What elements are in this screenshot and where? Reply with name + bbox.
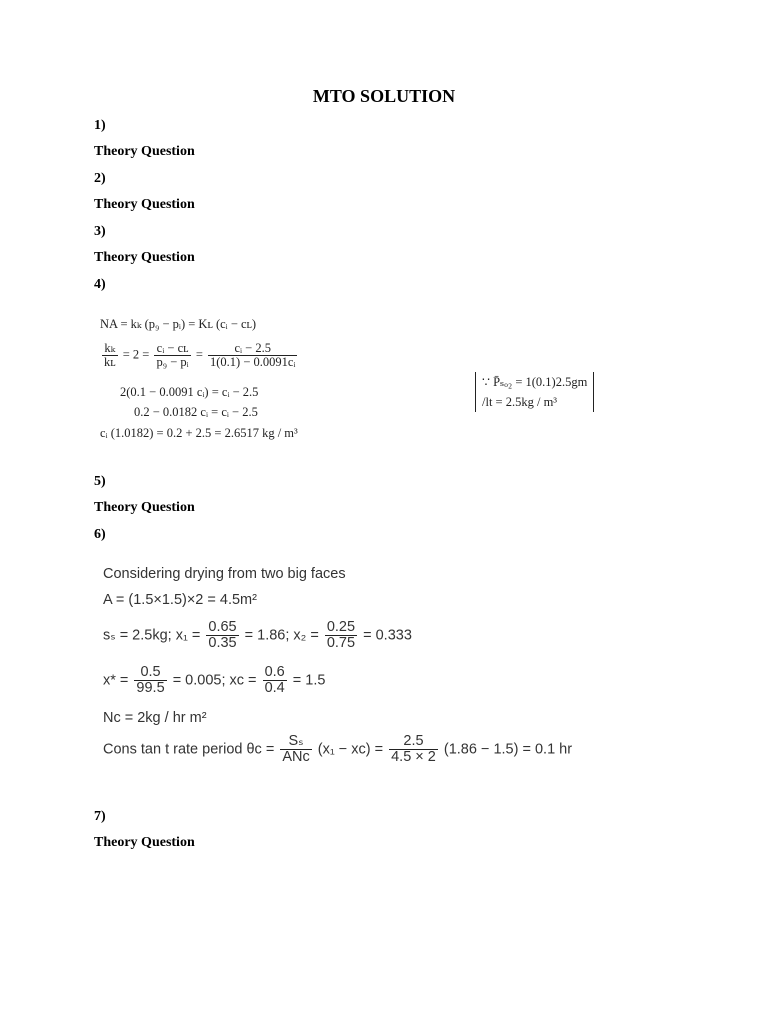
fraction-numerator: kₖ: [102, 342, 118, 356]
section-number: 6): [94, 527, 106, 542]
page-title: MTO SOLUTION: [312, 86, 456, 106]
q4-line-5: cᵢ (1.0182) = 0.2 + 2.5 = 2.6517 kg / m³: [100, 426, 298, 440]
fraction-denominator: 4.5 × 2: [391, 749, 436, 766]
fraction-numerator: 2.5: [389, 734, 438, 750]
q6-line-5: Nᴄ = 2kg / hr m²: [103, 710, 207, 726]
fraction-denominator: ANᴄ: [282, 749, 310, 766]
fraction-denominator: 0.75: [326, 635, 356, 652]
q4-line-2: $\frac{\text{kₖ}}{\text{kʟ}}$ = 2 = $\frac{\text{cᵢ − cʟ}}{\text{p₉ − pᵢ}}$ = $\frac{\text{cᵢ − 2.5}}{\text{1(0.1) − 0.0091cᵢ}}$: [104, 341, 296, 370]
section-answer: Theory Question: [94, 197, 195, 212]
q4-equation-block: [100, 312, 720, 452]
fraction-denominator: p₉ − pᵢ: [156, 355, 189, 370]
q6-line-4: [103, 665, 325, 696]
q6-line-3-c: = 0.333: [363, 627, 412, 644]
section-answer: Theory Question: [94, 835, 195, 850]
section-number: 4): [94, 277, 106, 292]
q6-line-3-b: = 1.86; x₂ =: [244, 627, 319, 644]
fraction-numerator: 0.25: [326, 619, 356, 635]
q4-line-1: NA = kₖ (p₉ − pᵢ) = Kʟ (cᵢ − cʟ): [100, 317, 257, 331]
q6-line-4-b: = 0.005; xᴄ =: [172, 672, 257, 689]
section-number: 3): [94, 224, 106, 239]
fraction-numerator: cᵢ − 2.5: [208, 342, 297, 356]
section-number: 1): [94, 118, 106, 133]
q6-line-1: Considering drying from two big faces: [103, 566, 346, 582]
q6-line-4-c: = 1.5: [292, 672, 326, 689]
section-number: 5): [94, 474, 106, 489]
q6-line-6-b: (x₁ − xᴄ) =: [317, 741, 384, 758]
section-number: 2): [94, 171, 106, 186]
fraction-numerator: 0.6: [264, 664, 285, 680]
q6-line-2: A = (1.5×1.5)×2 = 4.5m²: [103, 592, 257, 608]
section-answer: Theory Question: [94, 144, 195, 159]
q4-side-note: [475, 372, 594, 412]
q6-line-6-c: (1.86 − 1.5) = 0.1 hr: [443, 741, 573, 758]
fraction-denominator: kʟ: [104, 355, 116, 370]
fraction-numerator: cᵢ − cʟ: [154, 342, 190, 356]
q6-equation-block: [103, 562, 723, 784]
q4-note-2: /lt = 2.5kg / m³: [482, 395, 558, 409]
q6-line-4-a: x* =: [103, 672, 129, 689]
fraction-denominator: 0.35: [208, 635, 237, 652]
q6-line-6-a: Cons tan t rate period θᴄ =: [103, 741, 275, 758]
q4-line-2-mid: = 2 =: [122, 347, 150, 362]
section-answer: Theory Question: [94, 250, 195, 265]
fraction-numerator: 0.5: [134, 665, 166, 681]
fraction-denominator: 99.5: [136, 680, 165, 697]
q4-line-3: 2(0.1 − 0.0091 cᵢ) = cᵢ − 2.5: [120, 385, 259, 399]
fraction-numerator: Sₛ: [280, 734, 311, 750]
q6-line-6: [103, 734, 572, 765]
fraction-denominator: 0.4: [264, 680, 285, 697]
fraction-denominator: 1(0.1) − 0.0091cᵢ: [210, 355, 296, 370]
section-answer: Theory Question: [94, 500, 195, 515]
q4-line-4: 0.2 − 0.0182 cᵢ = cᵢ − 2.5: [134, 405, 258, 419]
q6-line-3-a: sₛ = 2.5kg; x₁ =: [103, 627, 201, 644]
q6-line-3: [103, 620, 412, 651]
section-number: 7): [94, 809, 106, 824]
fraction-numerator: 0.65: [208, 619, 237, 635]
q4-note-1: ∵ P̄ₛₒ₂ = 1(0.1)2.5gm: [482, 375, 588, 389]
